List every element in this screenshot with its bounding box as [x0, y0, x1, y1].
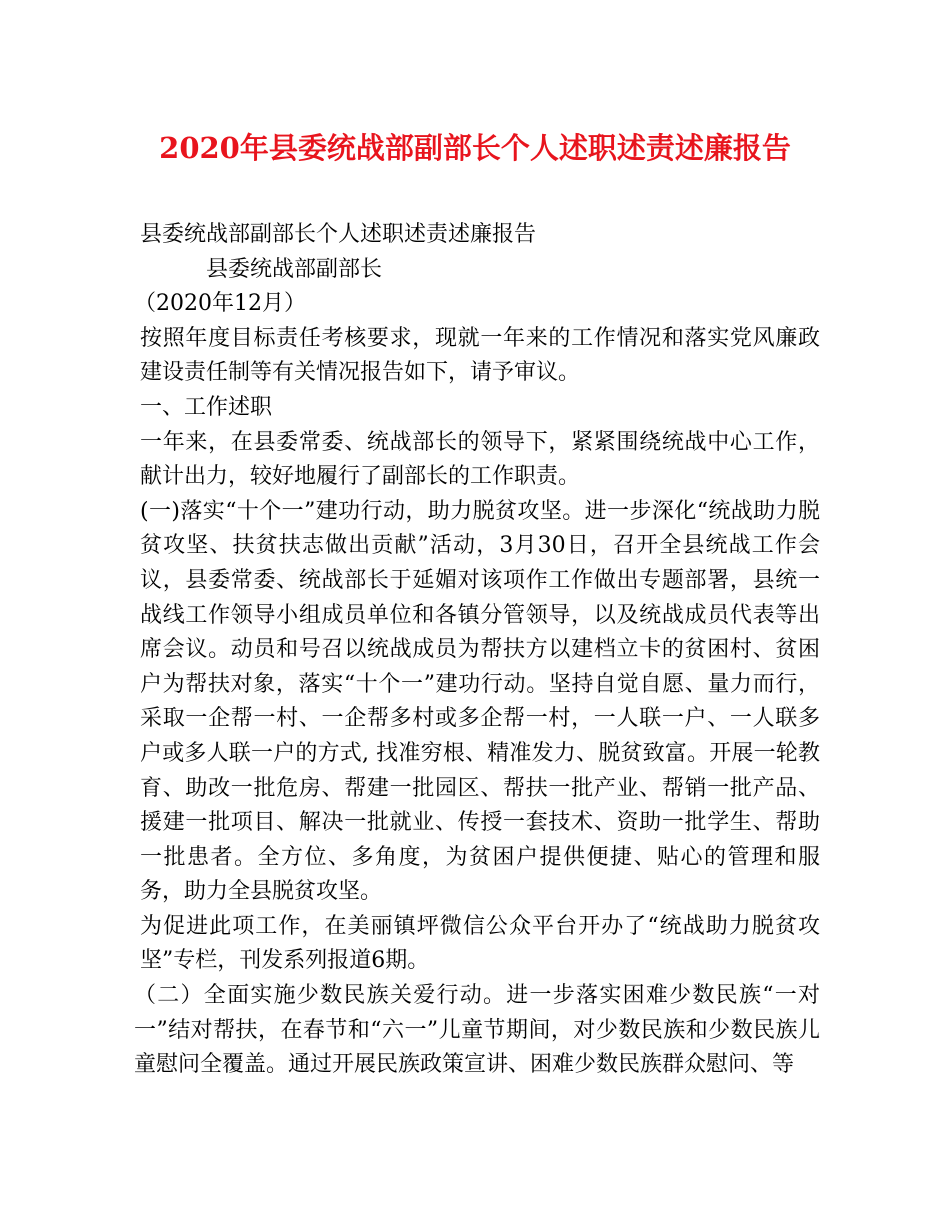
intro-paragraph: 按照年度目标责任考核要求，现就一年来的工作情况和落实党风廉政建设责任制等有关情况报告如下，请予审议。 — [140, 325, 820, 386]
body-paragraph: 一年来，在县委常委、统战部长的领导下，紧紧围绕统战中心工作，献计出力，较好地履行了副部长的工作职责。 — [140, 429, 820, 490]
body-paragraph: 为促进此项工作，在美丽镇坪微信公众平台开办了“统战助力脱贫攻坚”专栏，刊发系列报道6期。 — [140, 913, 820, 974]
body-paragraph: (一)落实“十个一”建功行动，助力脱贫攻坚。进一步深化“统战助力脱贫攻坚、扶贫扶志做出贡献”活动，3月30日，召开全县统战工作会议，县委常委、统战部长于延媚对该项作工作做出专题部署，县统一战线工作领导小组成员单位和各镇分管领导，以及统战成员代表等出席会议。动员和号召以统战成员为帮扶方以建档立卡的贫困村、贫困户为帮扶对象，落实“十个一”建功行动。坚持自觉自愿、量力而行，采取一企帮一村、一企帮多村或多企帮一村，一人联一户、一人联多户或多人联一户的方式, 找准穷根、精准发力、脱贫致富。开展一轮教育、助改一批危房、帮建一批园区、帮扶一批产业、帮销一批产品、援建一批项目、解决一批就业、传授一套技术、资助一批学生、帮助一批患者。全方位、多角度，为贫困户提供便捷、贴心的管理和服务，助力全县脱贫攻坚。 — [140, 498, 820, 905]
document-body — [134, 218, 820, 1083]
section-heading: 一、工作述职 — [140, 394, 273, 420]
author-position: 县委统战部副部长 — [206, 256, 383, 282]
body-paragraph: （二）全面实施少数民族关爱行动。进一步落实困难少数民族“一对一”结对帮扶，在春节和“六一”儿童节期间，对少数民族和少数民族儿童慰问全覆盖。通过开展民族政策宣讲、困难少数民族群众慰问、等 — [134, 983, 820, 1078]
report-subtitle: 县委统战部副部长个人述职述责述廉报告 — [140, 222, 537, 247]
report-date: （2020年12月） — [134, 291, 306, 317]
document-title: 2020年县委统战部副部长个人述职述责述廉报告 — [159, 131, 791, 165]
